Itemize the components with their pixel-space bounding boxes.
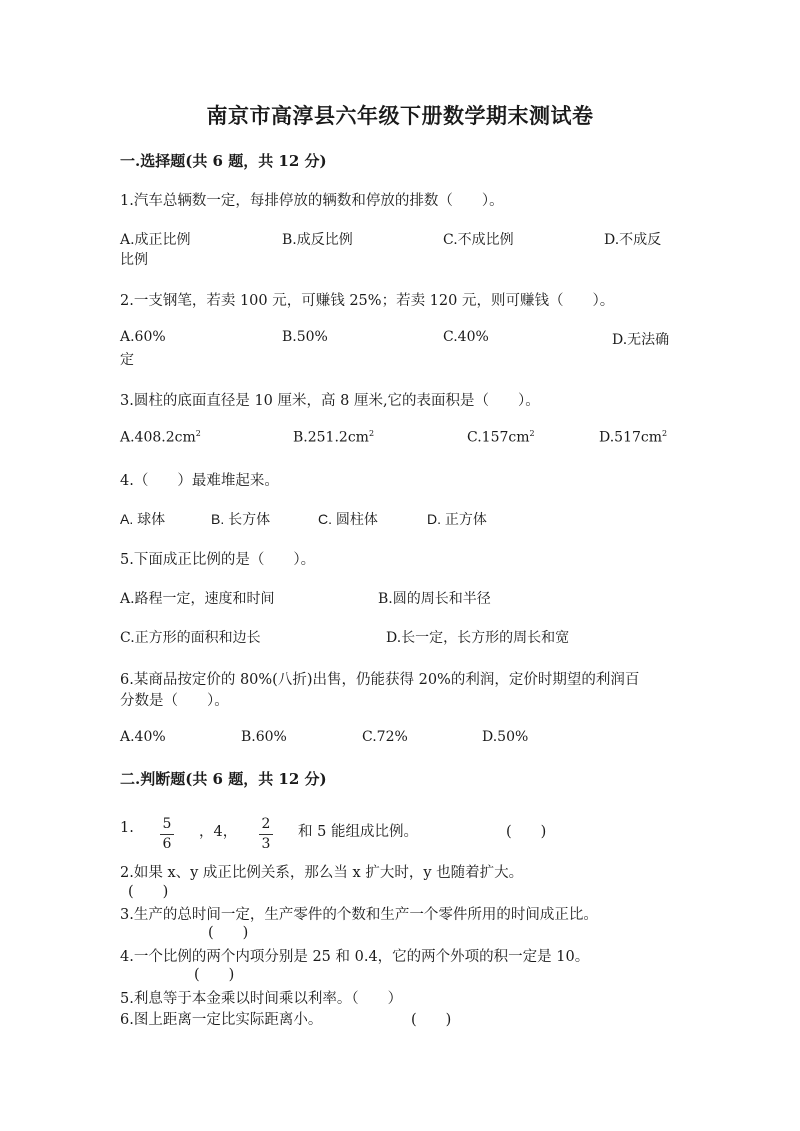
s2-q2-answer-paren: ( ) <box>128 884 169 900</box>
s2-q1-middle: ，4， <box>199 824 238 840</box>
s1-q5-stem: 5.下面成正比例的是（ ）。 <box>120 552 316 568</box>
s1-q3-stem: 3.圆柱的底面直径是 10 厘米，高 8 厘米,它的表面积是（ ）。 <box>120 393 540 409</box>
s1-q4-option-c: C. 圆柱体 <box>318 511 378 527</box>
s1-q2-option-b: B.50% <box>282 329 328 345</box>
s1-q2-option-a: A.60% <box>120 329 166 345</box>
s2-q1-answer-paren: ( ) <box>506 824 547 840</box>
s2-q1-number: 1. <box>120 820 134 836</box>
s2-q6-answer-paren: ( ) <box>411 1012 452 1028</box>
s1-q2-option-c: C.40% <box>443 329 489 345</box>
s1-q6-option-a: A.40% <box>120 729 166 745</box>
s2-q4-answer-paren: ( ) <box>194 967 235 983</box>
s1-q1-option-b: B.成反比例 <box>282 232 353 248</box>
page-title: 南京市高淳县六年级下册数学期末测试卷 <box>206 103 594 128</box>
s1-q6-option-b: B.60% <box>241 729 287 745</box>
s2-q1-fraction-1: $\frac{5}{6}$ <box>160 813 174 853</box>
s2-q1-fraction-2: $\frac{2}{3}$ <box>259 813 273 853</box>
s1-q1-option-a: A.成正比例 <box>120 232 191 248</box>
s1-q1-option-d-cont: 比例 <box>120 252 148 268</box>
s1-q2-option-d: D.无法确 <box>612 332 670 348</box>
s1-q3-option-a: $A.408.2cm^2$ <box>120 429 201 446</box>
s1-q5-option-a: A.路程一定，速度和时间 <box>120 591 275 607</box>
section-1-heading: 一.选择题(共 6 题，共 12 分) <box>120 152 327 170</box>
s1-q4-option-d: D. 正方体 <box>427 511 487 527</box>
s1-q6-stem-cont: 分数是（ ）。 <box>120 693 229 709</box>
s1-q3-option-c: $C.157cm^2$ <box>467 429 535 446</box>
s1-q6-option-c: C.72% <box>362 729 408 745</box>
s1-q6-option-d: D.50% <box>482 729 529 745</box>
s1-q2-stem: 2.一支钢笔，若卖 100 元，可赚钱 25%；若卖 120 元，则可赚钱（ ）。 <box>120 293 615 309</box>
s2-q6-text: 6.图上距离一定比实际距离小。 <box>120 1012 323 1028</box>
s1-q1-stem: 1.汽车总辆数一定，每排停放的辆数和停放的排数（ ）。 <box>120 193 504 209</box>
s1-q4-stem: 4.（ ）最难堆起来。 <box>120 473 279 489</box>
s1-q1-option-d: D.不成反 <box>604 232 662 248</box>
s1-q4-option-b: B. 长方体 <box>211 511 271 527</box>
s1-q6-stem: 6.某商品按定价的 80%(八折)出售，仍能获得 20%的利润，定价时期望的利润百 <box>120 672 640 688</box>
s1-q5-option-b: B.圆的周长和半径 <box>378 591 491 607</box>
s1-q5-option-c: C.正方形的面积和边长 <box>120 630 261 646</box>
s1-q3-option-b: $B.251.2cm^2$ <box>293 429 375 446</box>
s2-q3-answer-paren: ( ) <box>208 925 249 941</box>
s2-q1-tail: 和 5 能组成比例。 <box>298 824 418 840</box>
s1-q1-option-c: C.不成比例 <box>443 232 514 248</box>
s2-q4-text: 4.一个比例的两个内项分别是 25 和 0.4，它的两个外项的积一定是 10。 <box>120 949 590 965</box>
section-2-heading: 二.判断题(共 6 题，共 12 分) <box>120 770 327 788</box>
s1-q2-option-d-cont: 定 <box>120 352 134 368</box>
s1-q3-option-d: $D.517cm^2$ <box>599 429 668 446</box>
s2-q3-text: 3.生产的总时间一定，生产零件的个数和生产一个零件所用的时间成正比。 <box>120 907 598 923</box>
s2-q5-text: 5.利息等于本金乘以时间乘以利率。（ ） <box>120 991 403 1007</box>
s1-q5-option-d: D.长一定，长方形的周长和宽 <box>386 630 570 646</box>
s1-q4-option-a: A. 球体 <box>120 511 166 527</box>
s2-q2-text: 2.如果 x、y 成正比例关系，那么当 x 扩大时，y 也随着扩大。 <box>120 865 524 881</box>
